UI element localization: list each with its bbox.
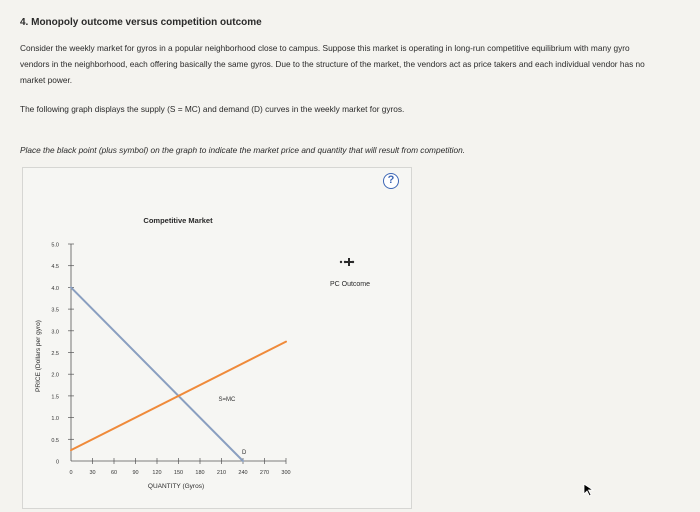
x-tick-label: 0 bbox=[69, 470, 73, 476]
x-tick-label: 180 bbox=[195, 470, 205, 476]
chart-axes bbox=[71, 244, 286, 461]
y-tick-label: 1.0 bbox=[51, 416, 59, 423]
x-tick-label: 90 bbox=[132, 470, 139, 476]
x-tick-label: 240 bbox=[238, 470, 248, 476]
y-tick-label: 4.0 bbox=[51, 285, 59, 292]
pc-outcome-label: PC Outcome bbox=[329, 281, 371, 288]
y-axis-label: PRICE (Dollars per gyro) bbox=[35, 320, 42, 392]
chart-title: Competitive Market bbox=[143, 216, 213, 225]
supply-curve bbox=[71, 342, 286, 451]
x-tick-label: 60 bbox=[110, 470, 118, 476]
demand-label: D bbox=[242, 450, 247, 456]
y-tick-label: 2.0 bbox=[51, 372, 59, 379]
x-tick-label: 150 bbox=[173, 470, 184, 476]
graph-description: The following graph displays the supply (S = MC) and demand (D) curves in the weekly market for gyros. bbox=[20, 104, 405, 114]
x-tick-label: 300 bbox=[281, 470, 291, 476]
x-axis-label: QUANTITY (Gyros) bbox=[147, 483, 205, 490]
mouse-cursor-icon bbox=[583, 483, 595, 497]
y-tick-label: 3.0 bbox=[51, 329, 59, 336]
y-tick-label: 1.5 bbox=[51, 394, 59, 401]
question-paragraph: Consider the weekly market for gyros in a popular neighborhood close to campus. Suppose this market is operating in long-run competitive equilibrium with many gyro vendors in the neighborhood, each offering basically the same gyros. Due to the structure of the market, the vendors act as price takers and each individual vendor has no market power. bbox=[20, 43, 645, 85]
plus-point-icon[interactable] bbox=[340, 258, 354, 266]
x-tick-label: 120 bbox=[152, 470, 162, 476]
question-title: 4. Monopoly outcome versus competition outcome bbox=[20, 17, 262, 28]
help-button[interactable]: ? bbox=[383, 173, 399, 189]
y-tick-label: 0.5 bbox=[51, 437, 59, 444]
x-tick-label: 30 bbox=[89, 470, 96, 476]
instruction-text: Place the black point (plus symbol) on the graph to indicate the market price and quantity that will result from competition. bbox=[20, 145, 466, 155]
chart-series bbox=[71, 287, 286, 461]
y-tick-label: 0 bbox=[55, 459, 59, 466]
y-tick-label: 3.5 bbox=[51, 307, 59, 314]
demand-curve bbox=[71, 287, 243, 461]
x-tick-label: 210 bbox=[216, 470, 227, 476]
x-tick-label: 270 bbox=[259, 470, 270, 476]
y-tick-label: 2.5 bbox=[51, 351, 59, 357]
supply-label: S=MC bbox=[218, 396, 236, 403]
y-tick-label: 5.0 bbox=[51, 242, 59, 249]
pc-outcome-tool[interactable] bbox=[330, 258, 370, 288]
y-tick-label: 4.5 bbox=[51, 264, 59, 271]
